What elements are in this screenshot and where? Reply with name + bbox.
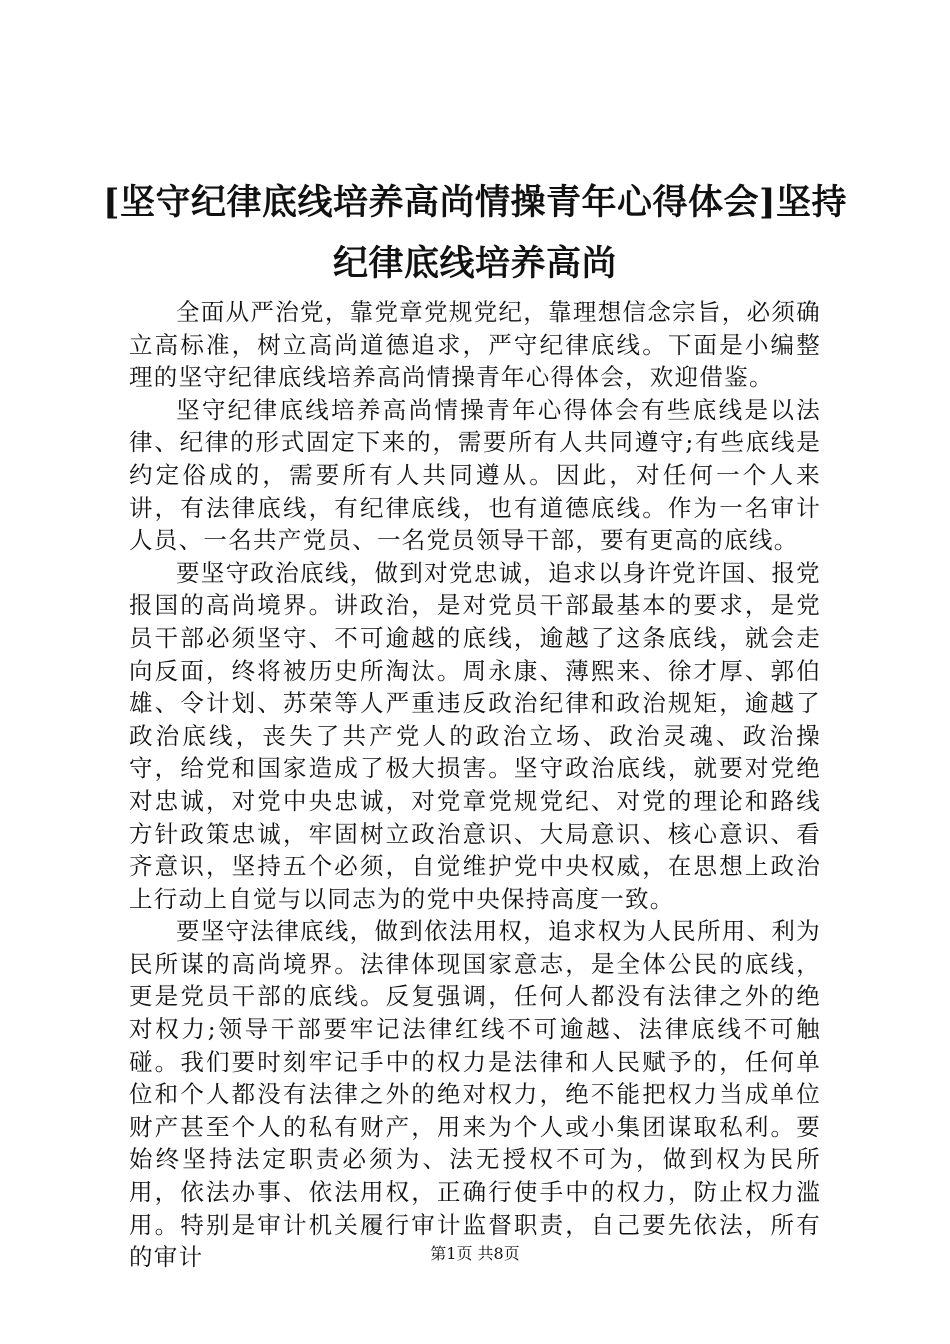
page-number-footer: 第1页 共8页 xyxy=(430,1244,520,1263)
paragraph-intro: 全面从严治党，靠党章党规党纪，靠理想信念宗旨，必须确立高标准，树立高尚道德追求，严守纪律底线。下面是小编整理的坚守纪律底线培养高尚情操青年心得体会，欢迎借鉴。 xyxy=(129,298,821,392)
document-body xyxy=(129,296,821,1274)
paragraph-bottom-lines: 坚守纪律底线培养高尚情操青年心得体会有些底线是以法律、纪律的形式固定下来的，需要所有人共同遵守;有些底线是约定俗成的，需要所有人共同遵从。因此，对任何一个人来讲，有法律底线，有纪律底线，也有道德底线。作为一名审计人员、一名共产党员、一名党员领导干部，要有更高的底线。 xyxy=(129,395,821,555)
paragraph-legal-bottom-line: 要坚守法律底线，做到依法用权，追求权为人民所用、利为民所谋的高尚境界。法律体现国家意志，是全体公民的底线，更是党员干部的底线。反复强调，任何人都没有法律之外的绝对权力;领导干部要牢记法律红线不可逾越、法律底线不可触碰。我们要时刻牢记手中的权力是法律和人民赋予的，任何单位和个人都没有法律之外的绝对权力，绝不能把权力当成单位财产甚至个人的私有财产，用来为个人或小集团谋取私利。要始终坚持法定职责必须为、法无授权不可为，做到权为民所用，依法办事、依法用权，正确行使手中的权力，防止权力滥用。特别是审计机关履行审计监督职责，自己要先依法，所有的审计 xyxy=(129,917,821,1272)
paragraph-political-bottom-line: 要坚守政治底线，做到对党忠诚，追求以身许党许国、报党报国的高尚境界。讲政治，是对党员干部最基本的要求，是党员干部必须坚守、不可逾越的底线，逾越了这条底线，就会走向反面，终将被历史所淘汰。周永康、薄熙来、徐才厚、郭伯雄、令计划、苏荣等人严重违反政治纪律和政治规矩，逾越了政治底线，丧失了共产党人的政治立场、政治灵魂、政治操守，给党和国家造成了极大损害。坚守政治底线，就要对党绝对忠诚，对党中央忠诚，对党章党规党纪、对党的理论和路线方针政策忠诚，牢固树立政治意识、大局意识、核心意识、看齐意识，坚持五个必须，自觉维护党中央权威，在思想上政治上行动上自觉与以同志为的党中央保持高度一致。 xyxy=(129,558,821,913)
document-title: [坚守纪律底线培养高尚情操青年心得体会]坚持纪律底线培养高尚 xyxy=(102,182,848,284)
